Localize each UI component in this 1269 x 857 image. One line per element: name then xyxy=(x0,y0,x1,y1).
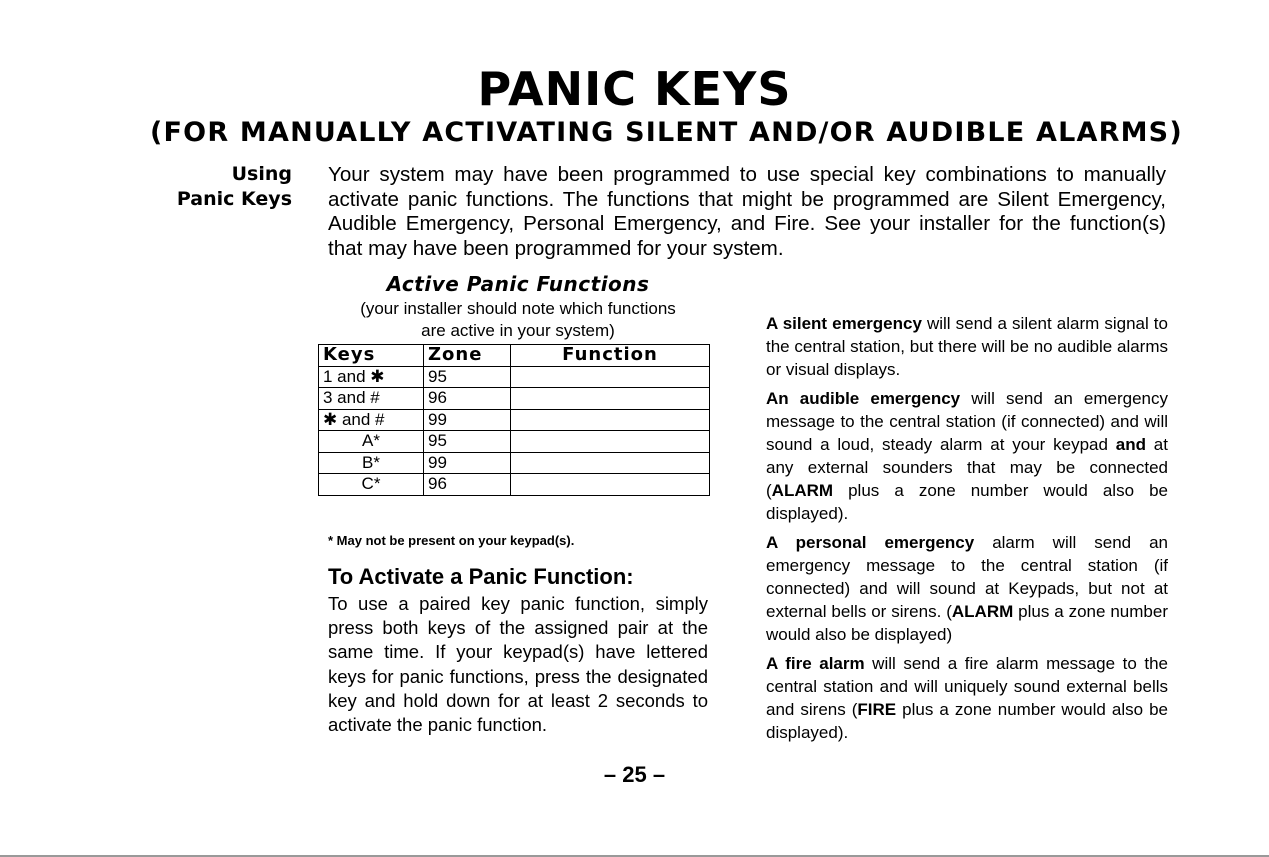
active-panic-heading: Active Panic Functions xyxy=(386,272,650,296)
page-title: PANIC KEYS xyxy=(477,62,792,116)
side-heading-line2: Panic Keys xyxy=(176,188,292,210)
header-keys: Keys xyxy=(319,345,424,367)
personal-alarm-word: ALARM xyxy=(951,602,1014,621)
cell-function xyxy=(511,409,710,431)
table-footnote: * May not be present on your keypad(s). xyxy=(328,533,575,548)
cell-keys: C* xyxy=(319,474,424,496)
audible-text-1: will send an emergency message to the central station (if connected) and will sound a loud, steady alarm at your keypad xyxy=(766,389,1168,454)
emergency-descriptions xyxy=(766,312,1168,750)
side-heading-line1: Using xyxy=(231,163,292,185)
table-row xyxy=(319,474,710,496)
table-row xyxy=(319,431,710,453)
header-function: Function xyxy=(511,345,710,367)
cell-function xyxy=(511,388,710,410)
activate-instructions: To use a paired key panic function, simply press both keys of the assigned pair at the same time. If your keypad(s) have lettered keys for panic functions, press the designated key and hold down for at least 2 seconds to activate the panic function. xyxy=(328,593,708,736)
cell-keys: B* xyxy=(319,452,424,474)
cell-zone: 96 xyxy=(424,474,511,496)
active-panic-note xyxy=(328,298,708,342)
fire-term: A fire alarm xyxy=(766,654,865,673)
audible-term: An audible emergency xyxy=(766,389,961,408)
side-heading xyxy=(120,162,292,212)
fire-text-1: will send a fire alarm message to the central station and will uniquely sound external bells and sirens ( xyxy=(766,654,1168,719)
fire-text-2: plus a zone number would also be displayed). xyxy=(766,700,1168,742)
personal-term: A personal emergency xyxy=(766,533,975,552)
silent-term: A silent emergency xyxy=(766,314,922,333)
active-note-line2: are active in your system) xyxy=(421,321,615,340)
table-row xyxy=(319,388,710,410)
cell-keys: 1 and ✱ xyxy=(319,366,424,388)
audible-alarm-word: ALARM xyxy=(771,481,834,500)
audible-text-2: at any external sounders that may be connected ( xyxy=(766,435,1168,500)
silent-emergency-paragraph xyxy=(766,312,1168,381)
cell-function xyxy=(511,366,710,388)
page-subtitle: (FOR MANUALLY ACTIVATING SILENT AND/OR AUDIBLE ALARMS) xyxy=(150,117,1183,148)
cell-zone: 99 xyxy=(424,409,511,431)
cell-zone: 99 xyxy=(424,452,511,474)
fire-word: FIRE xyxy=(857,700,897,719)
fire-alarm-paragraph xyxy=(766,652,1168,744)
audible-and: and xyxy=(1115,435,1146,454)
active-note-line1: (your installer should note which functions xyxy=(360,299,676,318)
table-row xyxy=(319,452,710,474)
table-header-row xyxy=(319,345,710,367)
cell-function xyxy=(511,474,710,496)
panic-keys-table xyxy=(318,344,710,496)
header-zone: Zone xyxy=(424,345,511,367)
cell-function xyxy=(511,431,710,453)
cell-keys: 3 and # xyxy=(319,388,424,410)
personal-text-2: plus a zone number would also be displayed) xyxy=(766,602,1168,644)
activate-heading: To Activate a Panic Function: xyxy=(328,564,634,589)
table-row xyxy=(319,366,710,388)
intro-paragraph: Your system may have been programmed to use special key combinations to manually activate panic functions. The functions that might be programmed are Silent Emergency, Audible Emergency, Personal Emergency, and Fire. See your installer for the function(s) that may have been programmed for your system. xyxy=(328,163,1166,260)
audible-text-3: plus a zone number would also be displayed). xyxy=(766,481,1168,523)
personal-text-1: alarm will send an emergency message to the central station (if connected) and will sound at Keypads, but not at external bells or sirens. ( xyxy=(766,533,1168,621)
page-number: – 25 – xyxy=(603,762,666,787)
table-row xyxy=(319,409,710,431)
audible-emergency-paragraph xyxy=(766,387,1168,525)
cell-keys: A* xyxy=(319,431,424,453)
cell-function xyxy=(511,452,710,474)
personal-emergency-paragraph xyxy=(766,531,1168,646)
silent-text: will send a silent alarm signal to the central station, but there will be no audible alarms or visual displays. xyxy=(766,314,1168,379)
cell-zone: 95 xyxy=(424,366,511,388)
cell-keys: ✱ and # xyxy=(319,409,424,431)
cell-zone: 96 xyxy=(424,388,511,410)
cell-zone: 95 xyxy=(424,431,511,453)
